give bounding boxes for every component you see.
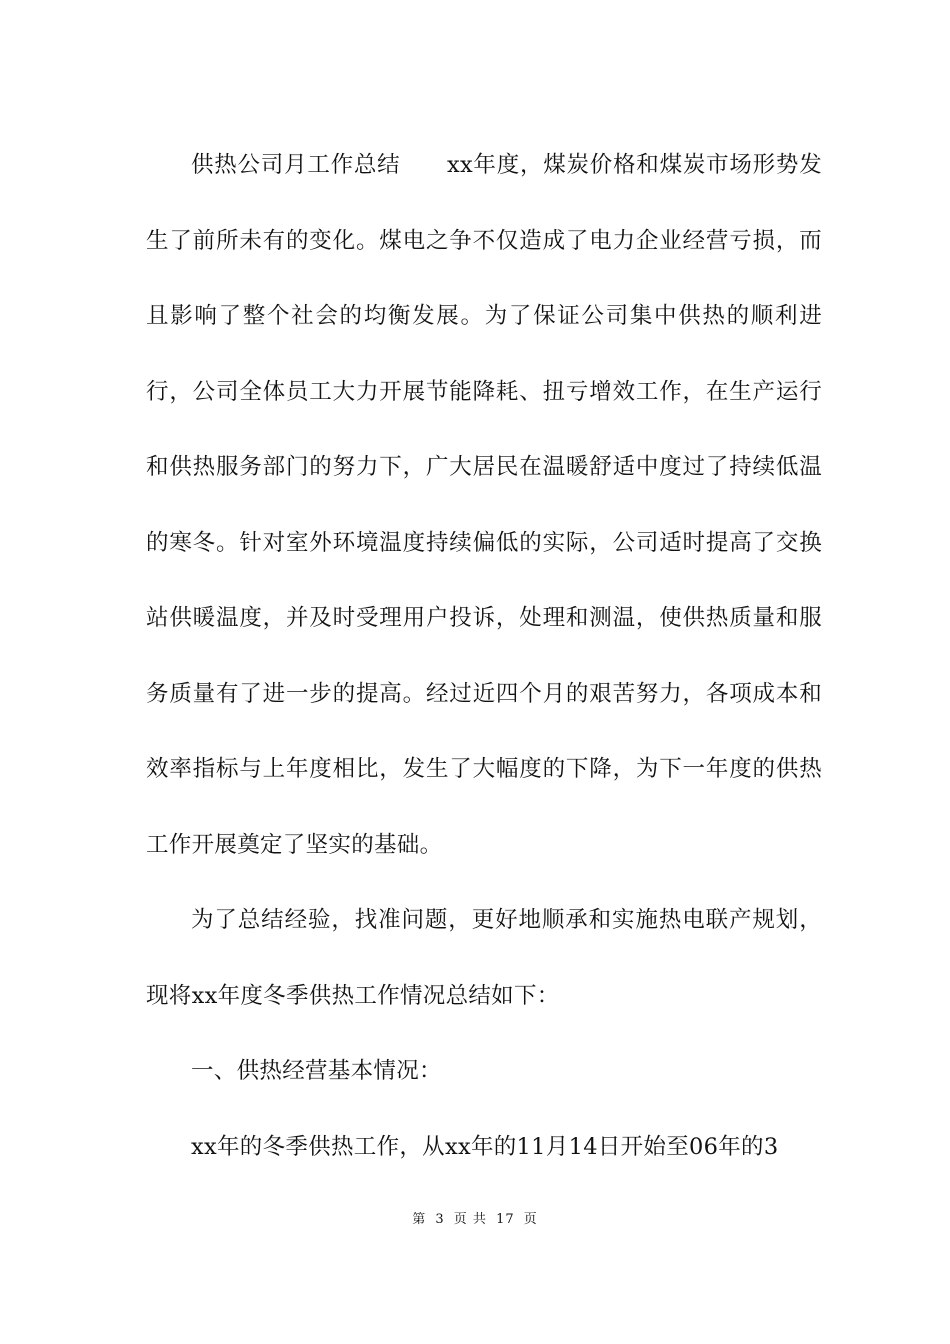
paragraph-1: 供热公司月工作总结 xx年度，煤炭价格和煤炭市场形势发生了前所未有的变化。煤电之争不仅造成了电力企业经营亏损，而且影响了整个社会的均衡发展。为了保证公司集中供热的顺利进行，公司全体员工大力开展节能降耗、扭亏增效工作，在生产运行和供热服务部门的努力下，广大居民在温暖舒适中度过了持续低温的寒冬。针对室外环境温度持续偏低的实际，公司适时提高了交换站供暖温度，并及时受理用户投诉，处理和测温，使供热质量和服务质量有了进一步的提高。经过近四个月的艰苦努力，各项成本和效率指标与上年度相比，发生了大幅度的下降，为下一年度的供热工作开展奠定了坚实的基础。 [146,152,822,858]
footer-middle: 页 共 [453,1212,487,1227]
document-body [146,128,822,1185]
footer-prefix: 第 [412,1212,427,1227]
footer-total-pages: 17 [496,1212,515,1227]
paragraph-2: 为了总结经验，找准问题，更好地顺承和实施热电联产规划，现将xx年度冬季供热工作情况总结如下： [146,907,822,1009]
footer-current-page: 3 [435,1212,445,1227]
page-footer [0,1208,950,1227]
footer-suffix: 页 [523,1212,538,1227]
paragraph-4: xx年的冬季供热工作，从xx年的11月14日开始至06年的3 [191,1133,779,1160]
paragraph-3: 一、供热经营基本情况： [191,1058,442,1084]
